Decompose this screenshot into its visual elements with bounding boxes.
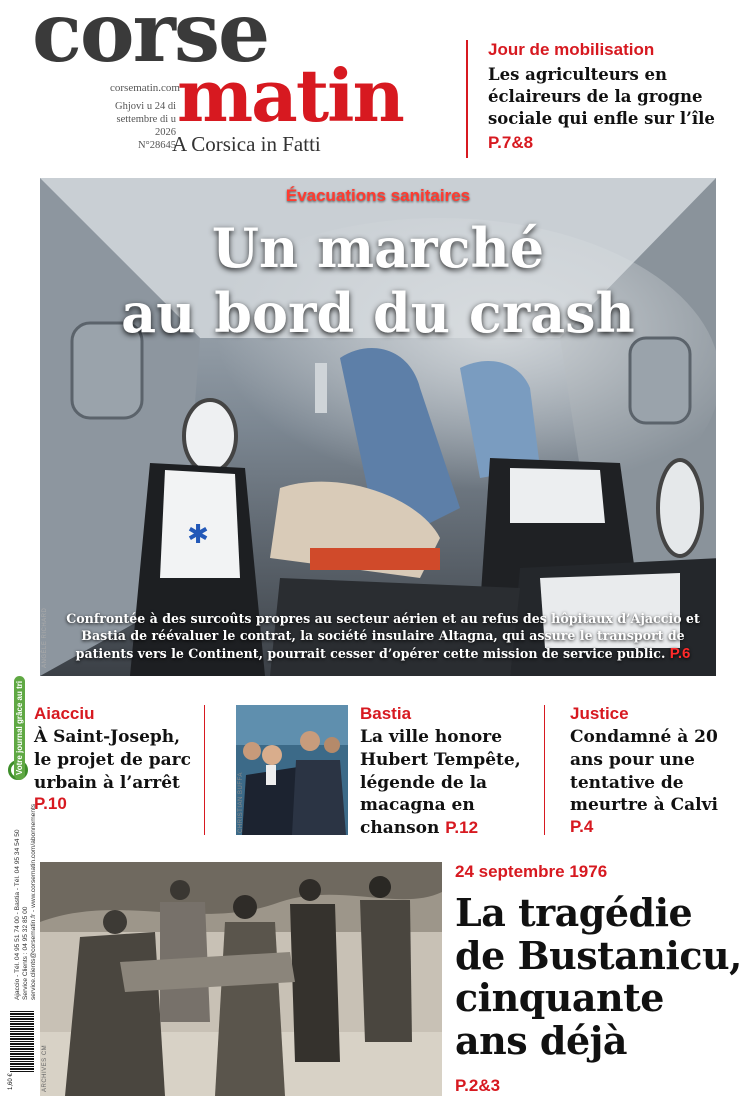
contact-line-2: Service Clients : 04 95 32 85 00	[21, 906, 29, 1000]
top-story-headline: Les agriculteurs en éclaireurs de la grogne sociale qui enfle sur l’île	[488, 65, 715, 128]
archive-photo-credit: ARCHIVES CM	[42, 1044, 48, 1092]
column-divider	[544, 705, 545, 835]
hero-headline-line-1: Un marché	[211, 216, 545, 280]
bottom-story-page: P.2&3	[455, 1076, 501, 1096]
logo-corse: corse	[32, 0, 269, 81]
hero-caption-text: Confrontée à des surcoûts propres au secteur aérien et au refus des hôpitaux d’Ajaccio et Bastia de réévaluer le contrat, la société insulaire Altagna, qui assure le transport de patients vers le Continent, pourrait cesser d’opérer cette mission de service public.	[66, 611, 700, 661]
archive-photo	[40, 862, 442, 1096]
top-story-teaser[interactable]	[466, 40, 736, 158]
story-justice[interactable]	[570, 704, 745, 837]
hero-caption	[60, 610, 706, 664]
barcode	[10, 1010, 34, 1072]
website-url[interactable]: corsematin.com	[110, 82, 180, 94]
story-kicker: Justice	[570, 704, 629, 723]
hero-story[interactable]	[40, 178, 716, 676]
story-aiacciu[interactable]	[34, 704, 194, 814]
bastia-photo	[236, 705, 348, 835]
svg-text:✱: ✱	[187, 520, 209, 550]
hero-headline	[40, 216, 716, 346]
hero-photo-credit: ANGÈLE RICHARD	[42, 607, 48, 668]
contact-line-3: service.clients@corsematin.fr - www.corsematin.com/abonnements	[29, 803, 37, 1000]
hero-headline-line-2: au bord du crash	[121, 280, 635, 345]
bustanicu-archive-photo	[40, 862, 442, 1096]
story-headline	[360, 726, 540, 840]
story-headline: Condamné à 20 ans pour une tentative de meurtre à Calvi	[570, 727, 718, 816]
dateline	[110, 100, 176, 153]
story-page: P.12	[445, 818, 479, 838]
bottom-story-headline: La tragédie de Bustanicu, cinquante ans déjà	[455, 890, 742, 1063]
top-story-kicker: Jour de mobilisation	[488, 40, 655, 59]
issue-number: N°28645	[137, 140, 176, 152]
column-divider	[204, 705, 205, 835]
story-kicker: Aiacciu	[34, 704, 95, 723]
story-page: P.10	[34, 794, 67, 814]
story-headline: À Saint-Joseph, le projet de parc urbain à l’arrêt	[34, 727, 191, 793]
contact-line-1: Ajaccio - Tél. 04 95 51 74 00 - Bastia - Tél. 04 95 34 54 50	[14, 829, 21, 1000]
tagline: A Corsica in Fatti	[172, 132, 321, 156]
top-story-page: P.7&8	[488, 133, 534, 153]
hero-page: P.6	[669, 645, 691, 662]
bastia-photo-credit: CHRISTIAN BUFFA	[238, 772, 244, 833]
recycle-tag: Votre journal grâce au tri	[14, 676, 25, 780]
story-bastia-photo	[236, 705, 348, 835]
story-kicker: Bastia	[360, 704, 412, 723]
contact-info	[14, 804, 38, 1000]
masthead	[32, 0, 452, 170]
story-bastia[interactable]	[360, 704, 540, 840]
bottom-story-kicker: 24 septembre 1976	[455, 862, 608, 881]
logo-matin: matin	[177, 53, 403, 138]
story-headline-text: La ville honore Hubert Tempête, légende de la macagna en chanson	[360, 727, 521, 839]
story-bustanicu[interactable]	[455, 862, 745, 1096]
story-page: P.4	[570, 817, 594, 837]
issue-date: Ghjovi u 24 di settembre di u 2026	[115, 101, 176, 139]
price: 1,60 €	[8, 1073, 14, 1090]
hero-kicker: Évacuations sanitaires	[285, 186, 471, 205]
